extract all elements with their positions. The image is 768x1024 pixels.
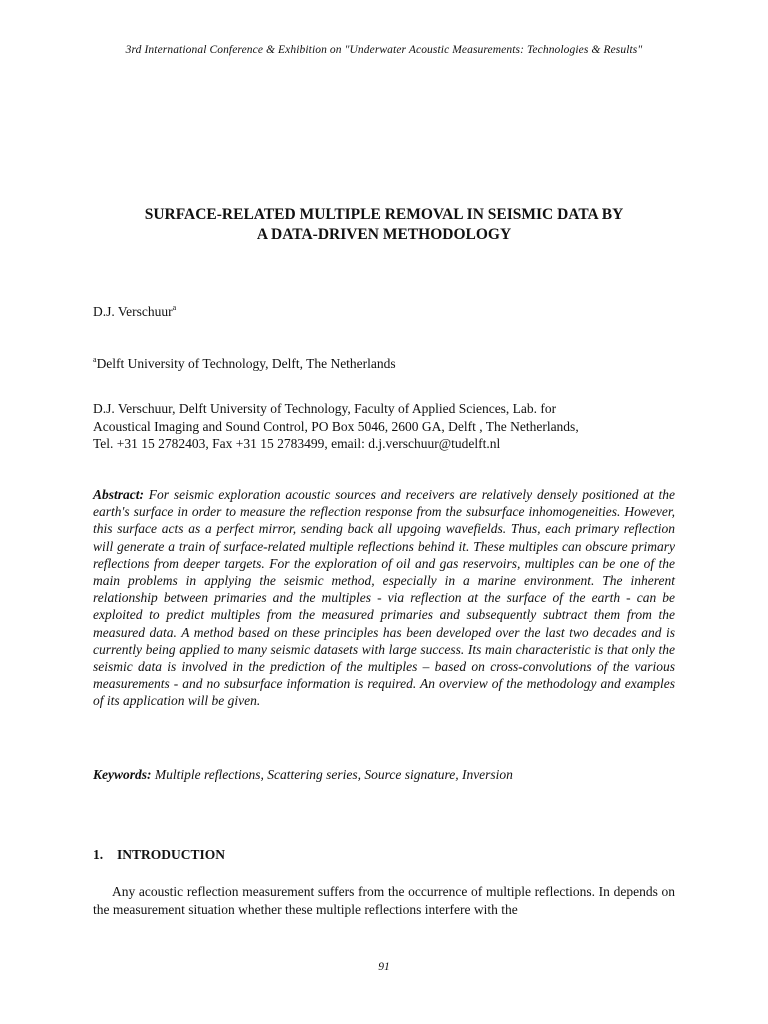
keywords	[93, 767, 513, 783]
abstract-label: Abstract:	[93, 487, 145, 502]
abstract-text: For seismic exploration acoustic sources and receivers are relatively densely positioned at the earth's surface in order to measure the reflection response from the subsurface inhomogeneities. However, this surface acts as a perfect mirror, sending back all upgoing wavefields. Thus, each primary reflection will generate a train of surface-related multiple reflections behind it. These multiples can obscure primary reflections from deeper targets. For the exploration of oil and gas reservoirs, multiples can be one of the main problems in applying the seismic method, especially in a marine environment. The inherent relationship between primaries and the multiples - via reflection at the surface of the earth - can be exploited to predict multiples from the measured primaries and subsequently subtract them from the measured data. A method based on these principles has been developed over the last two decades and is currently being applied to many seismic datasets with large success. Its main characteristic is that only the seismic data is involved in the prediction of the multiples – based on cross-convolutions of the various measurements - and no subsurface information is required. An overview of the methodology and examples of its application will be given.	[93, 487, 676, 709]
keywords-text: Multiple reflections, Scattering series, Source signature, Inversion	[154, 767, 513, 782]
section-number: 1.	[93, 847, 104, 862]
keywords-label: Keywords:	[93, 767, 152, 782]
author-affiliation-marker: a	[172, 303, 177, 312]
page-number: 91	[378, 961, 390, 973]
contact-block	[93, 400, 675, 453]
affiliation-text: Delft University of Technology, Delft, The Netherlands	[96, 356, 396, 371]
affiliation	[93, 356, 396, 372]
running-header: 3rd International Conference & Exhibition on "Underwater Acoustic Measurements: Technologies & Results"	[125, 44, 643, 56]
author	[93, 304, 176, 320]
paper-title	[93, 205, 675, 245]
title-line-1: SURFACE-RELATED MULTIPLE REMOVAL IN SEISMIC DATA BY	[144, 206, 624, 223]
contact-line-3: Tel. +31 15 2782403, Fax +31 15 2783499, email: d.j.verschuur@tudelft.nl	[93, 436, 501, 451]
contact-line-1: D.J. Verschuur, Delft University of Technology, Faculty of Applied Sciences, Lab. for	[93, 401, 557, 416]
section-heading	[93, 847, 225, 863]
section-title: INTRODUCTION	[117, 847, 226, 862]
abstract	[93, 486, 675, 710]
intro-paragraph: Any acoustic reflection measurement suffers from the occurrence of multiple reflections. In depends on the measurement situation whether these multiple reflections interfere with the	[93, 884, 675, 917]
affiliation-marker: a	[93, 355, 97, 364]
title-line-2: A DATA-DRIVEN METHODOLOGY	[256, 226, 512, 243]
contact-line-2: Acoustical Imaging and Sound Control, PO Box 5046, 2600 GA, Delft , The Netherlands,	[93, 418, 579, 434]
author-name: D.J. Verschuur	[93, 304, 173, 319]
